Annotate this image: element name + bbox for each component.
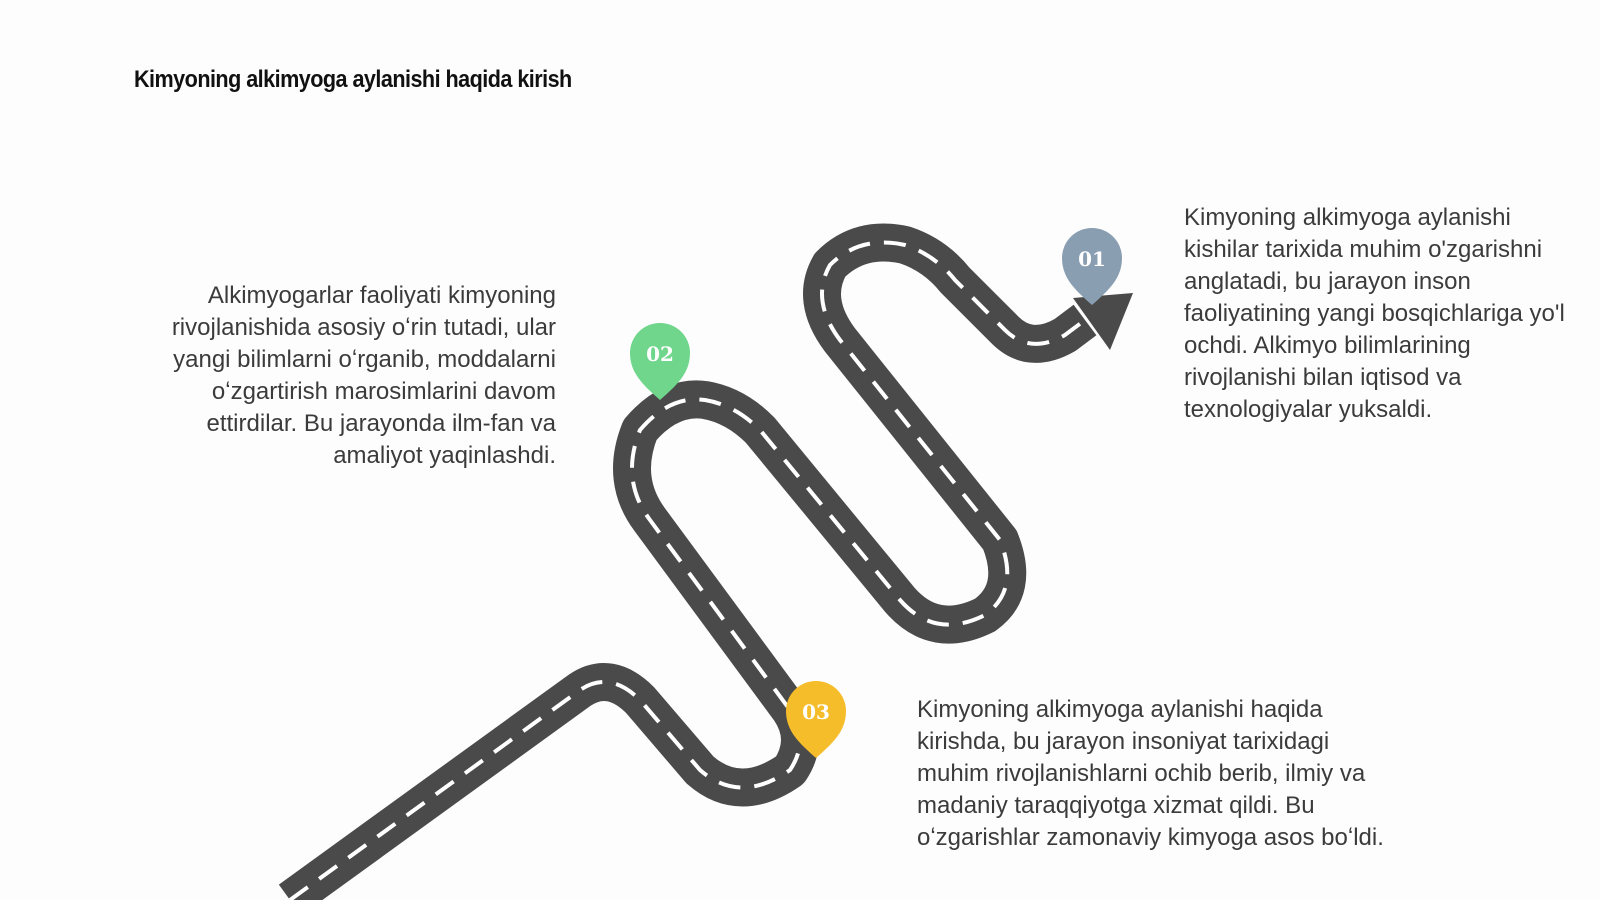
milestone-03-description: Kimyoning alkimyoga aylanishi haqida kirishda, bu jarayon insoniyat tarixidagi muhim rivojlanishlarni ochib berib, ilmiy va madaniy taraqqiyotga xizmat qildi. Bu oʻzgarishlar zamonaviy kimyoga asos boʻldi. [917,696,1384,851]
milestone-number: 01 [1078,247,1106,271]
milestone-number: 03 [802,700,830,724]
milestone-pin-01[interactable] [1062,228,1122,305]
milestone-01-description: Kimyoning alkimyoga aylanishi kishilar tarixida muhim o'zgarishni anglatadi, bu jarayon inson faoliyatining yangi bosqichlariga yo'l ochdi. Alkimyo bilimlarining rivojlanishi bilan iqtisod va texnologiyalar yuksaldi. [1184,204,1565,423]
milestone-02-description: Alkimyogarlar faoliyati kimyoning rivojlanishida asosiy oʻrin tutadi, ular yangi bilimlarni oʻrganib, moddalarni oʻzgartirish marosimlarini davom ettirdilar. Bu jarayonda ilm-fan va amaliyot yaqinlashdi. [171,282,556,469]
milestone-number: 02 [646,342,674,366]
slide-title: Kimyoning alkimyoga aylanishi haqida kirish [134,66,572,93]
